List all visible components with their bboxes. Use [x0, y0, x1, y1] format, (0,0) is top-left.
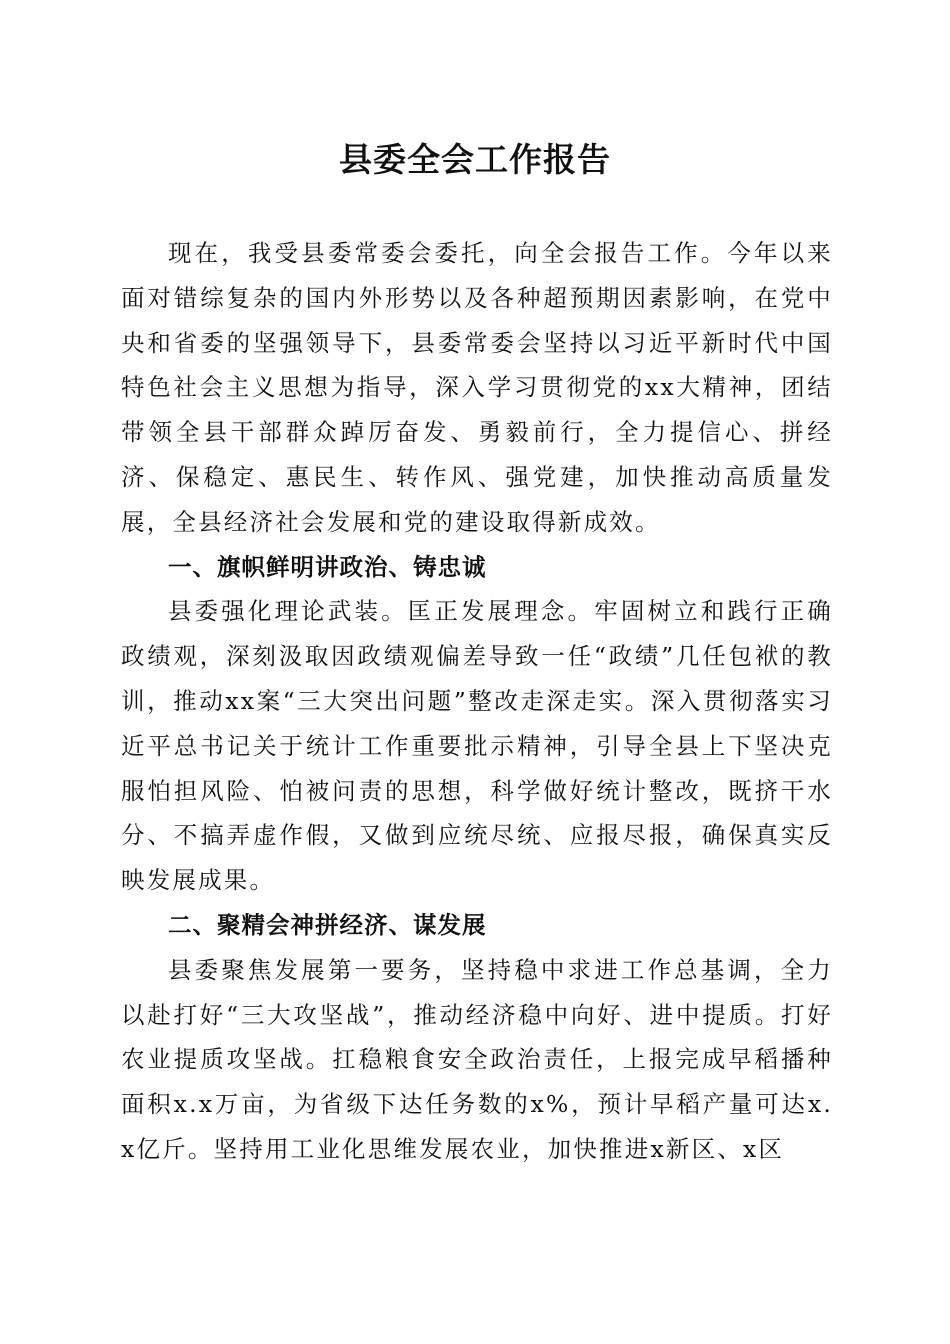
section-heading-2: 二、聚精会神拼经济、谋发展	[168, 910, 487, 939]
intro-paragraph: 现在，我受县委常委会委托，向全会报告工作。今年以来面对错综复杂的国内外形势以及各种超预期因素影响，在党中央和省委的坚强领导下，县委常委会坚持以习近平新时代中国特色社会主义思想为指导，深入学习贯彻党的xx大精神，团结带领全县干部群众踔厉奋发、勇毅前行，全力提信心、拼经济、保稳定、惠民生、转作风、强党建，加快推动高质量发展，全县经济社会发展和党的建设取得新成效。	[121, 239, 833, 536]
document-title: 县委全会工作报告	[339, 140, 611, 179]
section-heading-1: 一、旗帜鲜明讲政治、铸忠诚	[168, 552, 487, 581]
section-paragraph-2: 县委聚焦发展第一要务，坚持稳中求进工作总基调，全力以赴打好“三大攻坚战”，推动经济稳中向好、进中提质。打好农业提质攻坚战。扛稳粮食安全政治责任，上报完成早稻播种面积x.x万亩，为省级下达任务数的x%，预计早稻产量可达x.x亿斤。坚持用工业化思维发展农业，加快推进x新区、x区	[121, 955, 833, 1163]
document-body	[121, 231, 833, 1172]
section-paragraph-1: 县委强化理论武装。匡正发展理念。牢固树立和践行正确政绩观，深刻汲取因政绩观偏差导致一任“政绩”几任包袱的教训，推动xx案“三大突出问题”整改走深走实。深入贯彻落实习近平总书记关于统计工作重要批示精神，引导全县上下坚决克服怕担风险、怕被问责的思想，科学做好统计整改，既挤干水分、不搞弄虚作假，又做到应统尽统、应报尽报，确保真实反映发展成果。	[121, 597, 833, 895]
